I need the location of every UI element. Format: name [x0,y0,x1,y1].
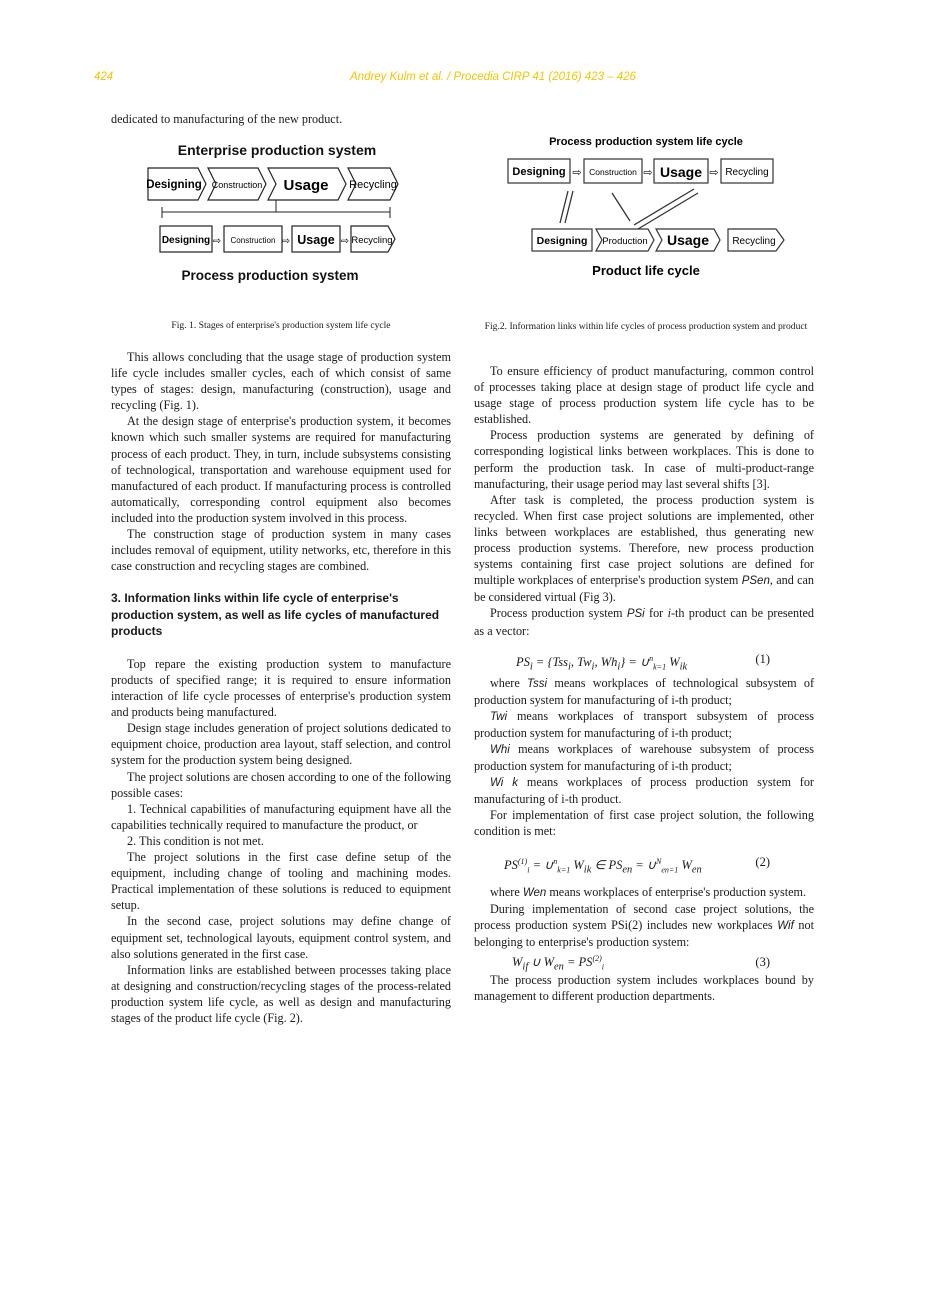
fig1-title-top: Enterprise production system [177,142,377,158]
left-column [111,349,451,1026]
equation-1: $PS_i = \{Tss_i$, $Tw_i$, $Wh_i$} = ∪$^n_{k=1}$ $W_{ik}$ (1) [516,651,770,673]
fig1-top-stage-2 [208,168,266,200]
fig2-top-stage-1 [508,159,570,183]
fig2-link-arrows [560,189,698,229]
fig2-title-top: Process production system life cycle [549,136,743,148]
paragraph: In the second case, project solutions may define change of equipment set, technological layouts, equipment control system, and also solutions generated in the first case. [111,914,451,961]
fig1-arrow-3: ⇨ [340,236,350,247]
equation-number: (3) [755,954,770,969]
section-heading: 3. Information links within life cycle of enterprise's production system, as well as life cycles of manufactured products [111,591,440,638]
paragraph: This allows concluding that the usage stage of production system life cycle includes smaller cycles, each of which consist of same types of stages: design, manufacturing (construction), usage and recycling (Fig. 1). [111,350,451,413]
fig2-bottom-stage-2-label: Production [602,236,648,247]
fig2-arrow-3: ⇨ [709,167,719,179]
fig1-arrow-2: ⇨ [281,236,291,247]
paragraph: The project solutions are chosen according to one of the following possible cases: [111,769,451,800]
paragraph: The construction stage of production system in many cases includes removal of equipment, utility networks, etc, therefore in this case construction and recycling stages are combined. [111,527,451,574]
fig1-top-stage-1 [146,168,206,200]
fig2-bottom-stage-3-label: Usage [666,232,710,248]
symbol: PSen [741,575,770,588]
fig2-arrow-1: ⇨ [572,167,582,179]
fig1-bottom-stage-4-label: Recycling [351,235,393,246]
symbol: PSi [626,608,645,621]
fig1-top-stage-3 [268,168,346,200]
fig1-top-stage-3-label: Usage [283,177,329,194]
paragraph: Top repare the existing production system to manufacture products of specified range; it is required to ensure information interaction of life cycle processes of enterprise's production system and products being manufactured. [111,656,451,720]
fig1-bottom-stage-3 [292,226,340,252]
fig2-top-stage-3-label: Usage [659,164,703,180]
fig2-bottom-stage-3 [656,229,720,251]
paragraph: The project solutions in the first case define setup of the equipment, including change of tooling and machining modes. Practical implementation of these solutions is reduced to equipment setup. [111,850,451,913]
paragraph: where Tssi means workplaces of technological subsystem of production system for manufacturing of i-th product; [474,675,815,707]
figure-1 [146,138,408,288]
paragraph: Process production system PSi for i-th product can be presented as a vector: [474,606,815,638]
paragraph: Twi means workplaces of transport subsystem of process production system for manufacturing of i-th product; [474,708,815,740]
fig2-bottom-stage-1-label: Designing [536,235,588,247]
paragraph: where Wen means workplaces of enterprise's production system. [490,884,807,899]
fig2-top-stage-4 [721,159,773,183]
paragraph: The process production system includes workplaces bound by management to different production departments. [474,972,814,1003]
fig1-title-bottom: Process production system [181,268,359,283]
paragraph: To ensure efficiency of product manufacturing, common control of processes taking place at design stage of product life cycle and usage stage of process production system life cycle has to be established. [474,364,814,427]
paragraph: 2. This condition is not met. [127,833,264,848]
paragraph: Information links are established between processes taking place at designing and construction/recycling stages of the process-related production system life cycle, as well as design and manufacturing stages of the product life cycle (Fig. 2). [111,962,451,1025]
fig2-bottom-stage-4-label: Recycling [732,236,776,247]
fig1-top-stage-1-label: Designing [146,179,202,191]
fig2-top-stage-4-label: Recycling [725,167,769,178]
paragraph: During implementation of second case project solutions, the process production system PSi(2) includes new workplaces Wif not belonging to enterprise's production system: [474,901,814,949]
fig2-top-stage-2-label: Construction [589,167,637,177]
fig2-title-bottom: Product life cycle [592,263,700,278]
fig1-bottom-stage-2-label: Construction [230,236,276,245]
fig1-top-stage-2-label: Construction [211,180,263,190]
fig2-bottom-stage-4 [728,229,784,251]
fig1-bottom-stage-2 [224,226,282,252]
right-column [474,363,814,1004]
fig1-arrow-1: ⇨ [212,236,222,247]
paragraph: At the design stage of enterprise's production system, it becomes known which such smaller systems are required for manufacturing process of each product. They, in turn, include subsystems consisting of technological, transportation and warehouse equipment used for manufactured of each product. If manufacturing process is controlled automatically, corresponding control equipment also becomes included into the production system involved in this process. [111,414,451,525]
page-number: 424 [94,71,114,83]
paragraph: After task is completed, the process production system is recycled. When first case project solutions are implemented, other links between workplaces are established, thus generating new process production systems. Therefore, new process production systems containing first case project solutions are defined for multiple workplaces of enterprise's production system PSen, and can be considered virtual (Fig 3). [474,492,814,605]
fig2-top-stage-1-label: Designing [512,166,566,178]
equation-3: $W_{if}$ ∪ $W_{en} = PS^{(2)}_i$ (3) [512,953,770,973]
fig2-arrow-2: ⇨ [643,167,653,179]
figure-2 [502,131,788,283]
paragraph: 1. Technical capabilities of manufacturing equipment have all the capabilities technically required to manufacture the product, or [111,801,451,832]
figure-1-caption: Fig. 1. Stages of enterprise's production system life cycle [171,320,391,331]
paragraph: Design stage includes generation of project solutions dedicated to equipment choice, production area layout, staff selection, and control system for the production system being designed. [111,721,451,768]
equation-2: $PS^{(1)}_i$ = ∪$^n_{k=1}$ $W_{ik}$ ∈ $PS_{en}$ = ∪$^N_{en=1}$ $W_{en}$ (2) [504,854,770,876]
paragraph: Wi k means workplaces of process production system for manufacturing of i-th product. [474,775,814,807]
fig2-top-stage-2 [584,159,642,183]
paragraph: dedicated to manufacturing of the new product. [111,112,343,126]
fig2-bottom-stage-2 [596,229,654,251]
fig1-bottom-stage-4 [351,226,395,252]
fig1-top-stage-4-label: Recycling [349,179,397,191]
fig2-bottom-stage-1 [532,229,592,251]
fig1-bottom-stage-3-label: Usage [297,233,335,247]
fig2-top-stage-3 [654,159,708,183]
paragraph: Process production systems are generated by defining of corresponding logistical links between workplaces. This is done to perform the production task. In case of multi-product-range manufacturing, their usage period may last several shifts [3]. [474,428,814,491]
paragraph: Whi means workplaces of warehouse subsystem of process production system for manufacturing of i-th product; [474,741,815,774]
left-top-text [111,111,451,127]
fig1-top-stage-4 [348,168,398,200]
equation-number: (2) [755,854,770,869]
paragraph: For implementation of first case project solution, the following condition is met: [474,808,814,839]
equation-number: (1) [755,651,770,666]
running-title: Andrey Kulm et al. / Procedia CIRP 41 (2016) 423 – 426 [350,71,636,83]
figure-2-caption: Fig.2. Information links within life cycles of process production system and product [484,321,808,332]
fig1-bottom-stage-1-label: Designing [161,235,211,246]
fig1-bottom-stage-1 [160,226,212,252]
